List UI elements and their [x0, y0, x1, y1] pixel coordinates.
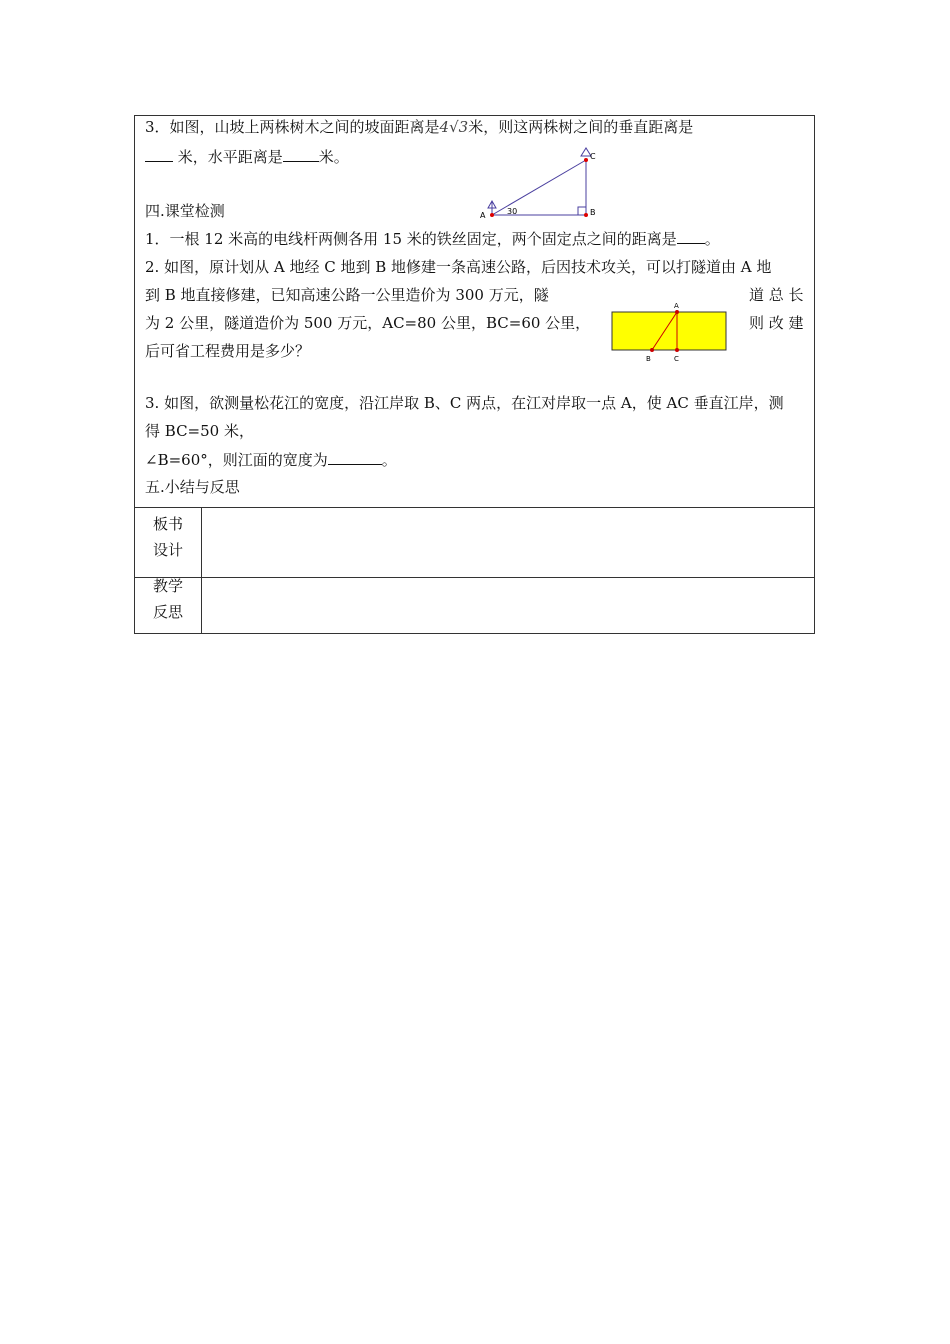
label-a: A	[480, 211, 486, 220]
lesson-table	[134, 115, 815, 634]
tunnel-river-figure	[606, 298, 732, 366]
label-b: B	[646, 355, 651, 363]
point-c	[584, 158, 588, 162]
point-c	[675, 348, 679, 352]
test2-line3-left: 为 2 公里，隧道造价为 500 万元，AC=80 公里，BC=60 公里，	[145, 314, 591, 332]
section-5-title: 五.小结与反思	[145, 478, 240, 496]
test3-line3-end: 。	[381, 451, 397, 469]
answer-blank	[677, 229, 705, 244]
teaching-reflection-label	[135, 573, 201, 625]
board-label-1: 板书	[152, 515, 183, 533]
test2-line2-right: 道 总 长	[749, 286, 804, 304]
reflection-label-2: 反思	[152, 603, 183, 621]
q3-prefix: 3．如图，山坡上两株树木之间的坡面距离是	[145, 118, 440, 136]
test1-end: 。	[704, 230, 720, 248]
test1-text: 1．一根 12 米高的电线杆两侧各用 15 米的铁丝固定，两个固定点之间的距离是	[145, 230, 677, 248]
test3-line2: 得 BC=50 米，	[145, 422, 254, 440]
test2-line2-left: 到 B 地直接修建，已知高速公路一公里造价为 300 万元，隧	[145, 286, 549, 304]
test1-line	[145, 229, 720, 249]
test2-line3-right: 则 改 建	[749, 314, 804, 332]
test3-line1: 3. 如图，欲测量松花江的宽度，沿江岸取 B、C 两点，在江对岸取一点 A，使 AC 垂直江岸，测	[145, 394, 784, 412]
point-b	[650, 348, 654, 352]
angle-label: 30	[507, 207, 518, 216]
row-divider	[135, 577, 814, 578]
answer-blank	[283, 147, 319, 162]
answer-blank	[328, 450, 382, 465]
river-band	[612, 312, 726, 350]
row-divider	[135, 507, 814, 508]
label-c: C	[590, 152, 596, 161]
slope-triangle-figure	[476, 144, 606, 224]
board-label-2: 设计	[152, 541, 183, 559]
test3-line3	[145, 450, 397, 470]
label-b: B	[590, 208, 596, 217]
reflection-label-1: 教学	[152, 577, 183, 595]
q3-line2-a: 米，水平距离是	[177, 148, 283, 166]
q3-suffix: 米，则这两株树之间的垂直距离是	[468, 118, 694, 136]
q3-line2-b: 米。	[318, 148, 349, 166]
test2-line1: 2. 如图，原计划从 A 地经 C 地到 B 地修建一条高速公路，后因技术攻关，可以打隧道由 A 地	[145, 258, 772, 276]
test3-line3-text: ∠B=60°，则江面的宽度为	[145, 451, 328, 469]
label-c: C	[674, 355, 679, 363]
point-a	[490, 213, 494, 217]
q3-line1	[145, 117, 693, 137]
column-divider	[201, 507, 202, 634]
section-4-title: 四.课堂检测	[145, 202, 225, 220]
point-b	[584, 213, 588, 217]
label-a: A	[674, 302, 679, 310]
test2-line4: 后可省工程费用是多少？	[145, 342, 311, 360]
board-design-label	[135, 511, 201, 563]
sqrt-expression: 4√3	[439, 118, 469, 136]
point-a	[675, 310, 679, 314]
answer-blank	[145, 147, 173, 162]
q3-line2	[145, 147, 349, 167]
